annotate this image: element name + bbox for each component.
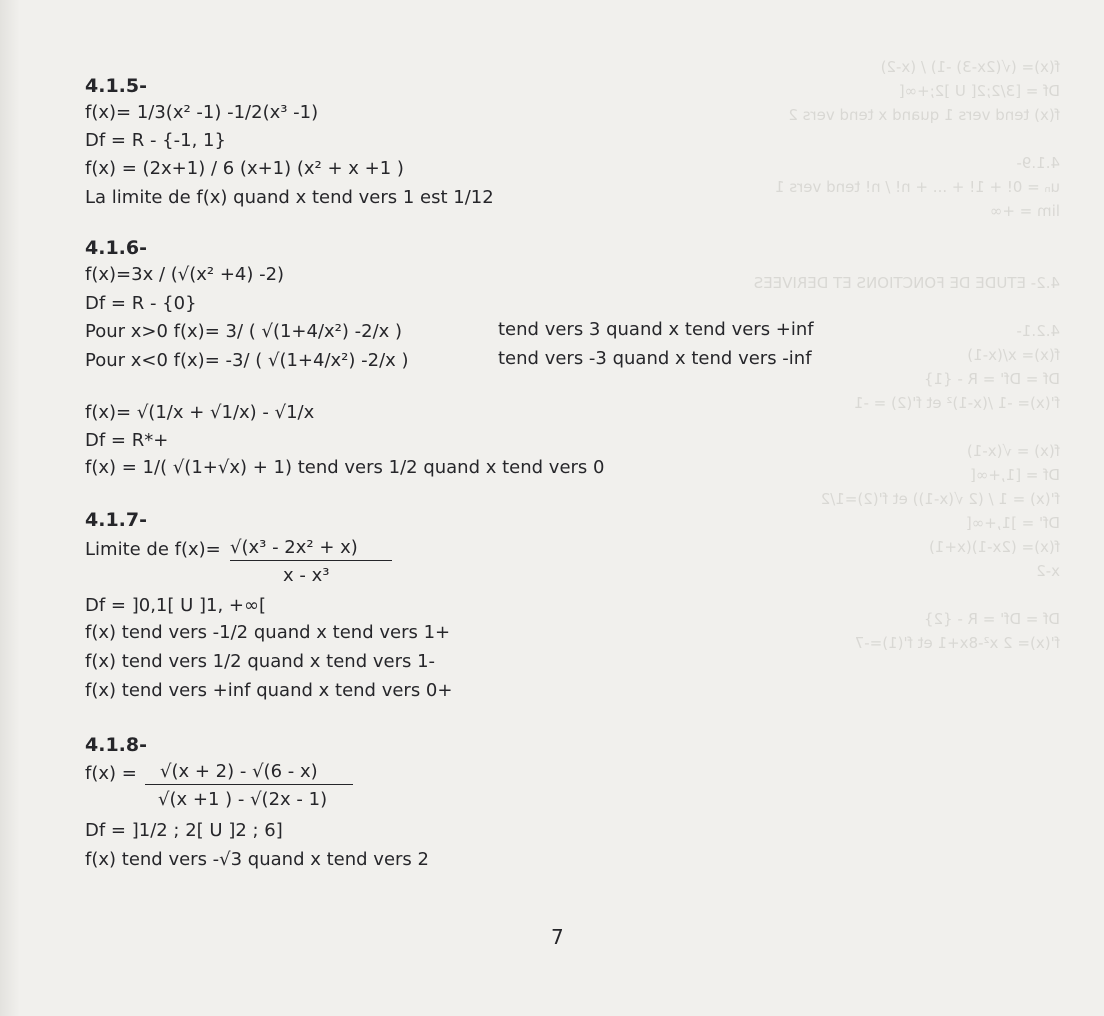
domain-line: Df = R - {0} <box>85 293 197 314</box>
domain-line: Df = R*+ <box>85 430 169 451</box>
domain-line: Df = ]1/2 ; 2[ U ]2 ; 6] <box>85 820 283 841</box>
page-number: 7 <box>551 925 564 949</box>
limit-statement: La limite de f(x) quand x tend vers 1 est 1/12 <box>85 187 494 208</box>
equation-line: Pour x>0 f(x)= 3/ ( √(1+4/x²) -2/x ) <box>85 321 403 342</box>
page-edge-shadow <box>0 0 20 1016</box>
limit-statement: f(x) tend vers -√3 quand x tend vers 2 <box>85 849 429 870</box>
fraction-bar <box>230 560 392 561</box>
limit-statement: f(x) tend vers +inf quand x tend vers 0+ <box>85 680 453 701</box>
equation-line: f(x) = (2x+1) / 6 (x+1) (x² + x +1 ) <box>85 158 404 179</box>
section-heading-4-1-6: 4.1.6- <box>85 237 147 259</box>
section-heading-4-1-8: 4.1.8- <box>85 734 147 756</box>
equation-line: Pour x<0 f(x)= -3/ ( √(1+4/x²) -2/x ) <box>85 350 409 371</box>
section-heading-4-1-7: 4.1.7- <box>85 509 147 531</box>
fraction-numerator: √(x + 2) - √(6 - x) <box>160 761 318 782</box>
domain-line: Df = R - {-1, 1} <box>85 130 226 151</box>
fraction-numerator: √(x³ - 2x² + x) <box>230 537 358 558</box>
equation-line: f(x)=3x / (√(x² +4) -2) <box>85 264 285 285</box>
limit-statement: f(x) tend vers -1/2 quand x tend vers 1+ <box>85 622 451 643</box>
fraction-prefix: f(x) = <box>85 763 137 784</box>
section-heading-4-1-5: 4.1.5- <box>85 75 147 97</box>
limit-statement: f(x) = 1/( √(1+√x) + 1) tend vers 1/2 quand x tend vers 0 <box>85 457 605 478</box>
equation-line: f(x)= √(1/x + √1/x) - √1/x <box>85 402 315 423</box>
fraction-prefix: Limite de f(x)= <box>85 539 221 560</box>
limit-statement: tend vers 3 quand x tend vers +inf <box>498 319 814 340</box>
reverse-page-bleed-through: f(x)= (√(2x-3) -1) / (x-2) Df = [3/2;2[ U ]2;+∞[ f(x) tend vers 1 quand x tend vers 2 4.1.9- uₙ = 0! + 1! + ... + n! / n! tend vers 1 lim = +∞ 4.2- ETUDE DE FONCTIONS ET DERIVEES 4.2.1- f(x)= x/(x-1) Df = Df' = R - {1} f'(x)= -1 /(x-1)² et f'(2) = -1 f(x) = √(x-1) Df = [1,+∞[ f'(x) = 1 / (2 √(x-1)) et f'(2)=1/2 Df' = ]1,+∞[ f(x)= (2x-1)(x+1) x-2 Df = Df' = R - {2} f'(x)= 2 x²-8x+1 et f'(1)=-7 <box>753 58 1060 652</box>
fraction-denominator: √(x +1 ) - √(2x - 1) <box>158 789 328 810</box>
fraction-bar <box>145 784 353 785</box>
limit-statement: tend vers -3 quand x tend vers -inf <box>498 348 812 369</box>
equation-line: f(x)= 1/3(x² -1) -1/2(x³ -1) <box>85 102 319 123</box>
domain-line: Df = ]0,1[ U ]1, +∞[ <box>85 595 267 616</box>
fraction-denominator: x - x³ <box>283 565 330 586</box>
limit-statement: f(x) tend vers 1/2 quand x tend vers 1- <box>85 651 436 672</box>
